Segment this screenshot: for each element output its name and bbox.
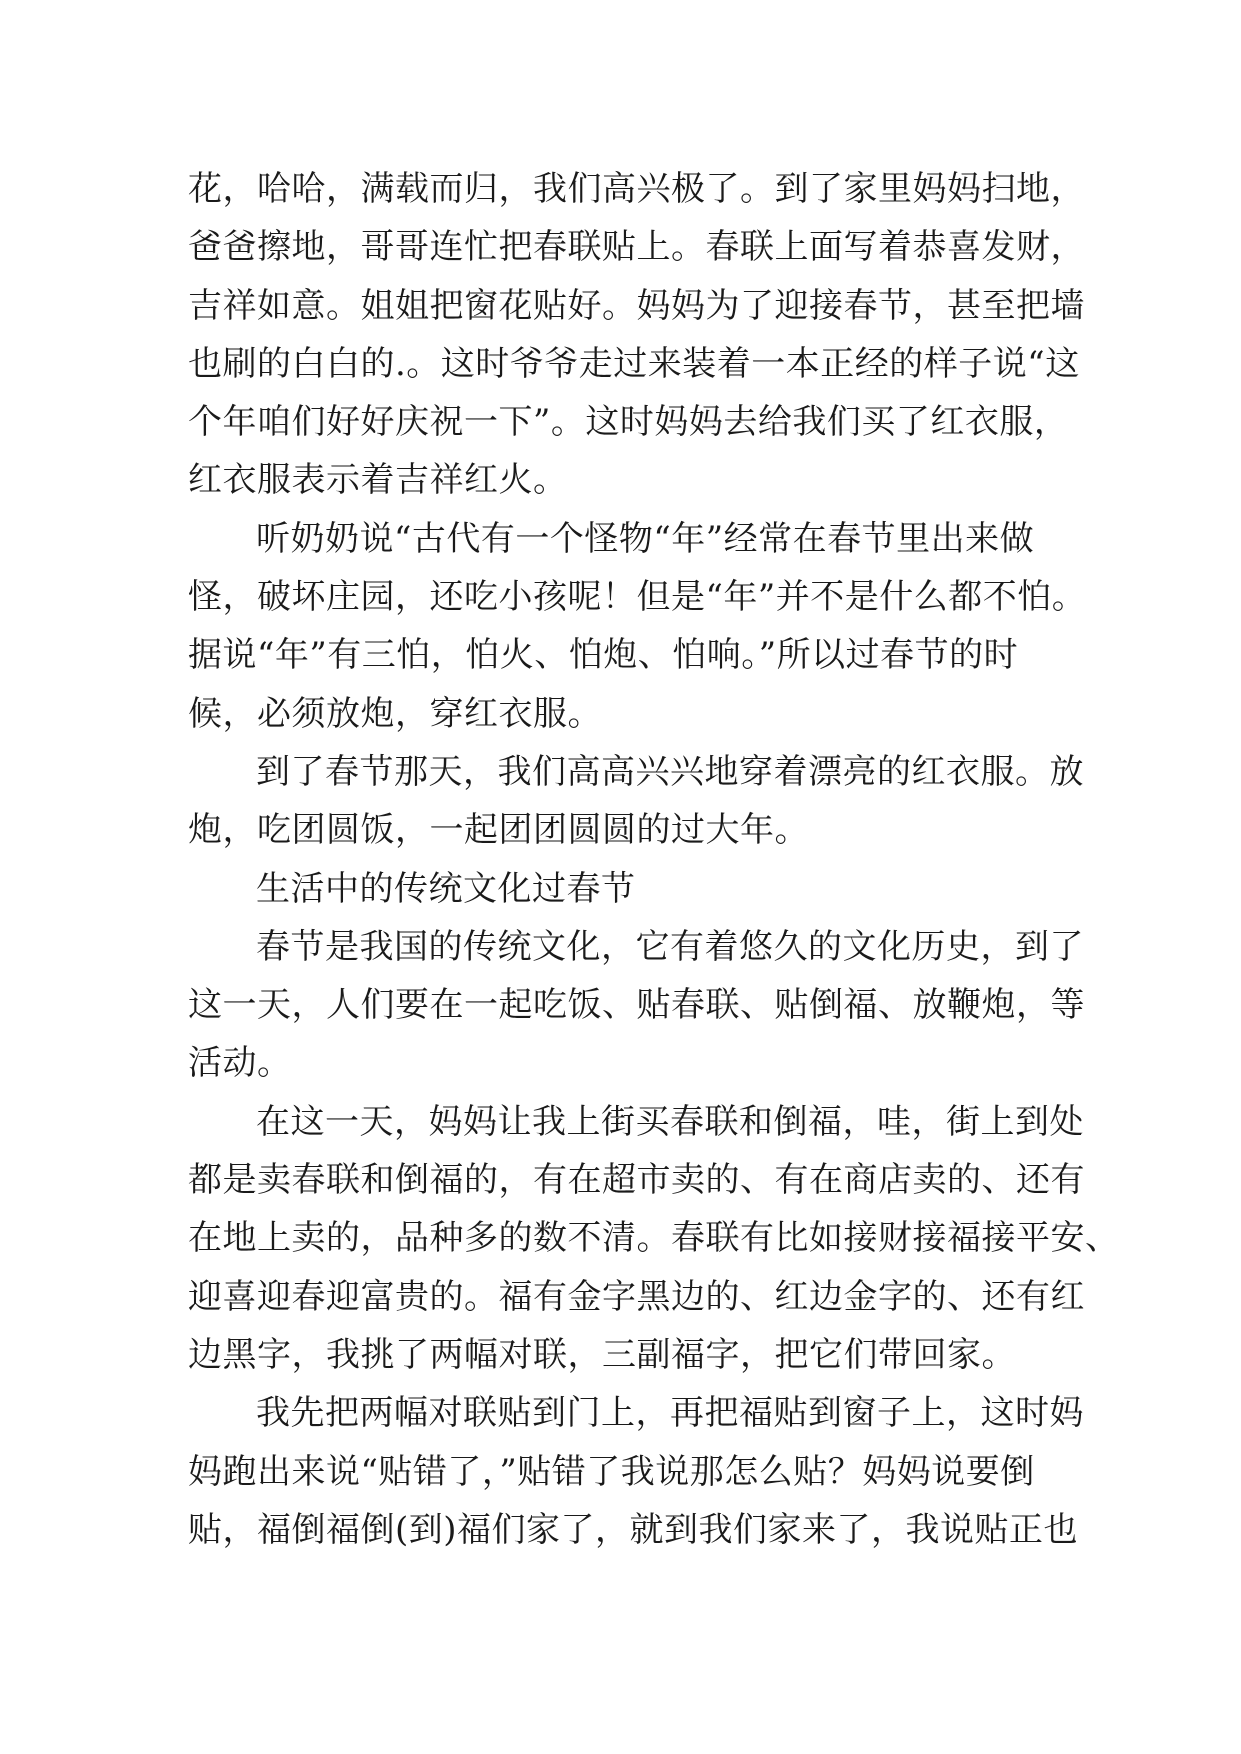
text-line: 贴，福倒福倒(到)福们家了，就到我们家来了，我说贴正也 [188,1509,1079,1550]
text-line: 据说“年”有三怕，怕火、怕炮、怕响。”所以过春节的时 [188,635,1019,676]
text-line: 也刷的白白的.。这时爷爷走过来装着一本正经的样子说“这 [188,343,1080,384]
text-line: 妈跑出来说“贴错了，”贴错了我说那怎么贴？妈妈说要倒 [188,1451,1035,1492]
text-line: 花，哈哈，满载而归，我们高兴极了。到了家里妈妈扫地， [188,169,1085,209]
text-line: 在地上卖的，品种多的数不清。春联有比如接财接福接平安、 [188,1218,1120,1259]
text-line: 这一天，人们要在一起吃饭、贴春联、贴倒福、放鞭炮，等 [188,985,1085,1026]
text-line: 吉祥如意。姐姐把窗花贴好。妈妈为了迎接春节，甚至把墙 [188,285,1085,326]
text-line: 听奶奶说“古代有一个怪物“年”经常在春节里出来做 [256,518,1035,559]
text-line: 都是卖春联和倒福的，有在超市卖的、有在商店卖的、还有 [188,1160,1085,1201]
text-line: 候，必须放炮，穿红衣服。 [188,693,602,734]
text-line: 活动。 [188,1043,292,1084]
document-body [188,160,1120,1559]
text-line: 炮，吃团圆饭，一起团团圆圆的过大年。 [188,810,809,851]
text-line: 边黑字，我挑了两幅对联，三副福字，把它们带回家。 [188,1334,1016,1375]
text-line: 爸爸擦地，哥哥连忙把春联贴上。春联上面写着恭喜发财， [188,227,1085,268]
text-line: 怪，破坏庄园，还吃小孩呢！但是“年”并不是什么都不怕。 [188,577,1087,618]
text-line: 我先把两幅对联贴到门上，再把福贴到窗子上，这时妈 [256,1393,1084,1434]
text-line: 红衣服表示着吉祥红火。 [188,460,568,501]
text-line: 到了春节那天，我们高高兴兴地穿着漂亮的红衣服。放 [256,751,1084,792]
text-line: 个年咱们好好庆祝一下”。这时妈妈去给我们买了红衣服， [188,402,1069,443]
text-line: 在这一天，妈妈让我上街买春联和倒福，哇，街上到处 [256,1101,1084,1142]
text-line: 迎喜迎春迎富贵的。福有金字黑边的、红边金字的、还有红 [188,1276,1085,1317]
text-line: 生活中的传统文化过春节 [256,868,636,909]
text-line: 春节是我国的传统文化，它有着悠久的文化历史，到了 [256,926,1084,967]
